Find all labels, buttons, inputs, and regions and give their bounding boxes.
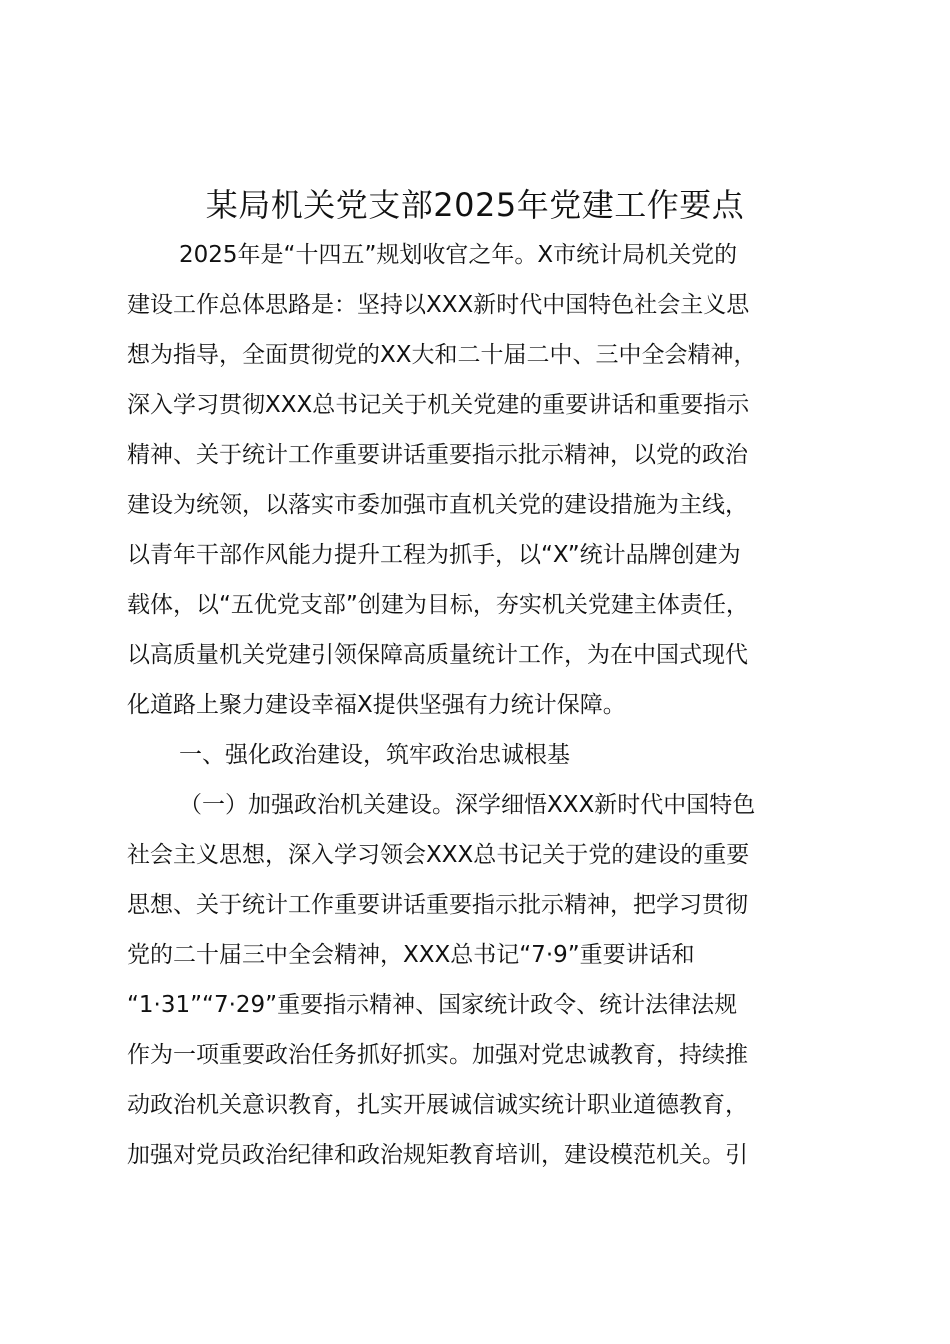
section-line: 作为一项重要政治任务抓好抓实。加强对党忠诚教育，持续推 — [127, 1042, 748, 1068]
intro-line: 以高质量机关党建引领保障高质量统计工作，为在中国式现代 — [127, 642, 748, 668]
section-line: “1·31”“7·29”重要指示精神、国家统计政令、统计法律法规 — [127, 992, 738, 1018]
intro-line: 载体，以“五优党支部”创建为目标，夯实机关党建主体责任， — [127, 592, 749, 618]
section-line: 加强对党员政治纪律和政治规矩教育培训，建设模范机关。引 — [127, 1142, 748, 1168]
intro-line: 精神、关于统计工作重要讲话重要指示批示精神，以党的政治 — [127, 442, 748, 468]
document-title: 某局机关党支部2025年党建工作要点 — [205, 186, 745, 224]
intro-line: 以青年干部作风能力提升工程为抓手，以“X”统计品牌创建为 — [127, 542, 741, 568]
section-line: （一）加强政治机关建设。深学细悟XXX新时代中国特色 — [179, 792, 756, 818]
section-line: 社会主义思想，深入学习领会XXX总书记关于党的建设的重要 — [127, 842, 750, 868]
intro-line: 化道路上聚力建设幸福X提供坚强有力统计保障。 — [127, 692, 626, 718]
section-paragraph — [127, 780, 847, 1180]
section-heading — [127, 730, 847, 780]
section-line: 思想、关于统计工作重要讲话重要指示批示精神，把学习贯彻 — [127, 892, 748, 918]
intro-line: 2025年是“十四五”规划收官之年。X市统计局机关党的 — [179, 242, 738, 268]
section-heading-text: 一、强化政治建设，筑牢政治忠诚根基 — [179, 742, 570, 768]
intro-paragraph — [127, 230, 847, 730]
intro-line: 想为指导，全面贯彻党的XX大和二十届二中、三中全会精神， — [127, 342, 757, 368]
section-line: 党的二十届三中全会精神，XXX总书记“7·9”重要讲话和 — [127, 942, 695, 968]
intro-line: 建设工作总体思路是：坚持以XXX新时代中国特色社会主义思 — [127, 292, 750, 318]
intro-line: 建设为统领，以落实市委加强市直机关党的建设措施为主线， — [127, 492, 748, 518]
intro-line: 深入学习贯彻XXX总书记关于机关党建的重要讲话和重要指示 — [127, 392, 750, 418]
section-line: 动政治机关意识教育，扎实开展诚信诚实统计职业道德教育， — [127, 1092, 748, 1118]
